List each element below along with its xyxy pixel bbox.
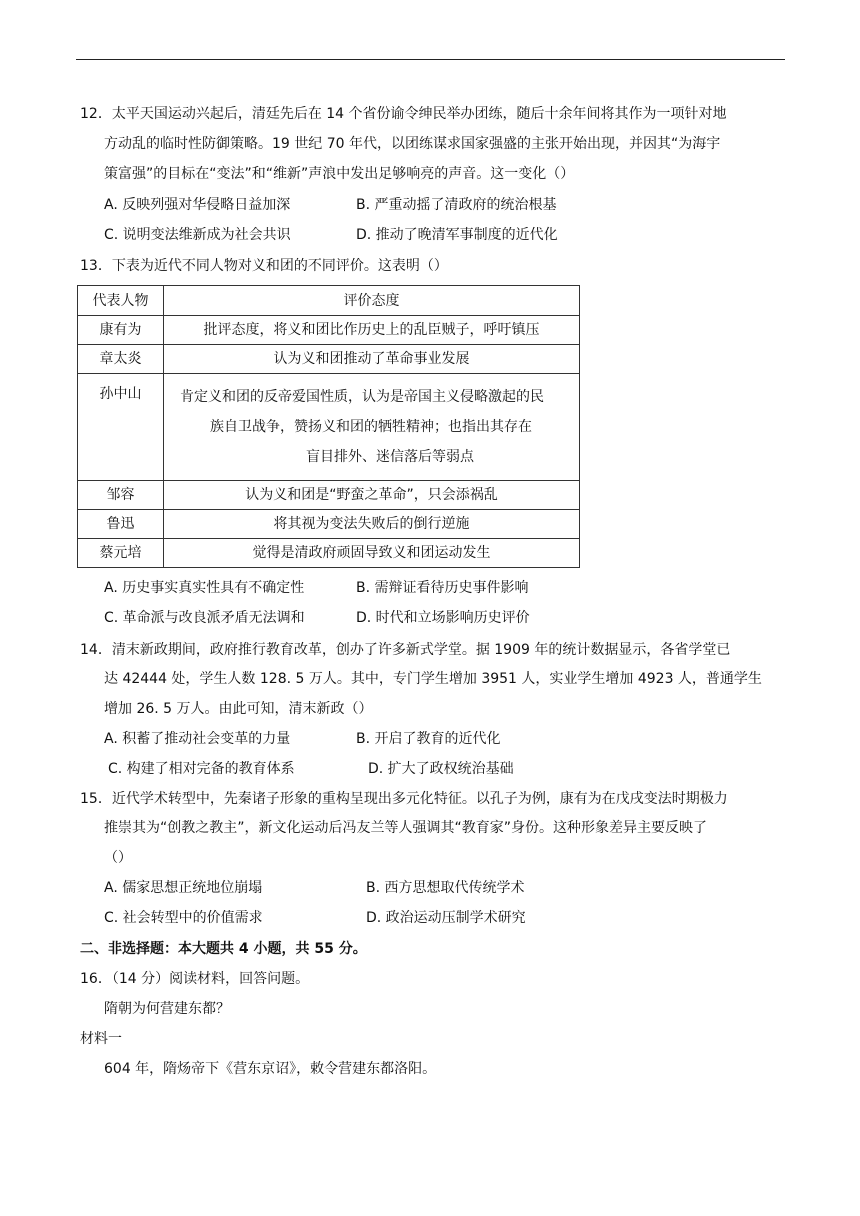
q13-option-c[interactable]: C. 革命派与改良派矛盾无法调和 [104, 610, 305, 626]
q14-stem-line-2: 达 42444 处，学生人数 128. 5 万人。其中，专门学生增加 3951 人，实业学生增加 4923 人，普通学生 [104, 671, 762, 687]
q15-stem-line-1: 15．近代学术转型中，先秦诸子形象的重构呈现出多元化特征。以孔子为例，康有为在戊戌变法时期极力 [80, 791, 728, 807]
q13-option-d[interactable]: D. 时代和立场影响历史评价 [356, 610, 530, 626]
q14-option-d[interactable]: D. 扩大了政权统治基础 [368, 761, 514, 777]
attitude-line-3: 盲目排外、迷信落后等弱点 [306, 449, 474, 465]
table-cell-attitude: 觉得是清政府顽固导致义和团运动发生 [164, 539, 580, 568]
q12-option-c[interactable]: C. 说明变法维新成为社会共识 [104, 227, 291, 243]
table-cell-attitude [164, 374, 580, 481]
attitude-line-2: 族自卫战争，赞扬义和团的牺牲精神；也指出其存在 [210, 419, 532, 435]
table-row [78, 345, 580, 374]
q12-stem-line-2: 方动乱的临时性防御策略。19 世纪 70 年代，以团练谋求国家强盛的主张开始出现，并因其“为海宇 [104, 136, 721, 152]
table-row [78, 539, 580, 568]
q14-option-b[interactable]: B. 开启了教育的近代化 [356, 731, 501, 747]
q14-option-a[interactable]: A. 积蓄了推动社会变革的力量 [104, 731, 291, 747]
q12-option-a[interactable]: A. 反映列强对华侵略日益加深 [104, 197, 291, 213]
q14-stem-line-1: 14．清末新政期间，政府推行教育改革，创办了许多新式学堂。据 1909 年的统计数据显示，各省学堂已 [80, 642, 731, 658]
q15-option-d[interactable]: D. 政治运动压制学术研究 [366, 910, 526, 926]
q15-option-c[interactable]: C. 社会转型中的价值需求 [104, 910, 263, 926]
q12-option-d[interactable]: D. 推动了晚清军事制度的近代化 [356, 227, 558, 243]
table-header-person: 代表人物 [78, 286, 164, 316]
q15-stem-line-2: 推崇其为“创教之教主”，新文化运动后冯友兰等人强调其“教育家”身份。这种形象差异主要反映了 [104, 820, 708, 836]
table-cell-person: 孙中山 [78, 374, 164, 481]
table-header-row [78, 286, 580, 316]
table-cell-attitude: 批评态度，将义和团比作历史上的乱臣贼子，呼吁镇压 [164, 316, 580, 345]
q13-option-b[interactable]: B. 需辩证看待历史事件影响 [356, 580, 529, 596]
section-heading: 二、非选择题：本大题共 4 小题，共 55 分。 [80, 941, 367, 957]
attitude-line-1: 肯定义和团的反帝爱国性质，认为是帝国主义侵略激起的民 [180, 389, 544, 405]
table-cell-attitude: 认为义和团是“野蛮之革命”，只会添祸乱 [164, 481, 580, 510]
q16-question: 隋朝为何营建东都？ [104, 1001, 230, 1017]
table-cell-attitude: 认为义和团推动了革命事业发展 [164, 345, 580, 374]
q15-option-a[interactable]: A. 儒家思想正统地位崩塌 [104, 880, 263, 896]
header-rule [76, 59, 785, 60]
table-cell-person: 康有为 [78, 316, 164, 345]
q13-stem: 13．下表为近代不同人物对义和团的不同评价。这表明（） [80, 258, 448, 274]
q12-stem-line-1: 12．太平天国运动兴起后，清廷先后在 14 个省份谕令绅民举办团练，随后十余年间将其作为一项针对地 [80, 106, 727, 122]
q16-material-text: 604 年，隋炀帝下《营东京诏》，敕令营建东都洛阳。 [104, 1061, 437, 1077]
table-cell-person: 鲁迅 [78, 510, 164, 539]
table-row [78, 316, 580, 345]
evaluation-table [77, 285, 580, 568]
table-row [78, 481, 580, 510]
q12-stem-line-3: 策富强”的目标在“变法”和“维新”声浪中发出足够响亮的声音。这一变化（） [104, 166, 575, 182]
table-cell-person: 章太炎 [78, 345, 164, 374]
q14-option-c[interactable]: C. 构建了相对完备的教育体系 [108, 761, 295, 777]
q15-option-b[interactable]: B. 西方思想取代传统学术 [366, 880, 525, 896]
table-header-attitude: 评价态度 [164, 286, 580, 316]
q16-stem: 16．（14 分）阅读材料，回答问题。 [80, 971, 310, 987]
q14-stem-line-3: 增加 26. 5 万人。由此可知，清末新政（） [104, 701, 373, 717]
table-cell-person: 蔡元培 [78, 539, 164, 568]
table-row [78, 374, 580, 481]
table-cell-attitude: 将其视为变法失败后的倒行逆施 [164, 510, 580, 539]
q13-option-a[interactable]: A. 历史事实真实性具有不确定性 [104, 580, 305, 596]
table-row [78, 510, 580, 539]
q12-option-b[interactable]: B. 严重动摇了清政府的统治根基 [356, 197, 557, 213]
q16-material-label: 材料一 [80, 1031, 122, 1047]
table-cell-person: 邹容 [78, 481, 164, 510]
q15-stem-line-3: （） [104, 850, 132, 866]
